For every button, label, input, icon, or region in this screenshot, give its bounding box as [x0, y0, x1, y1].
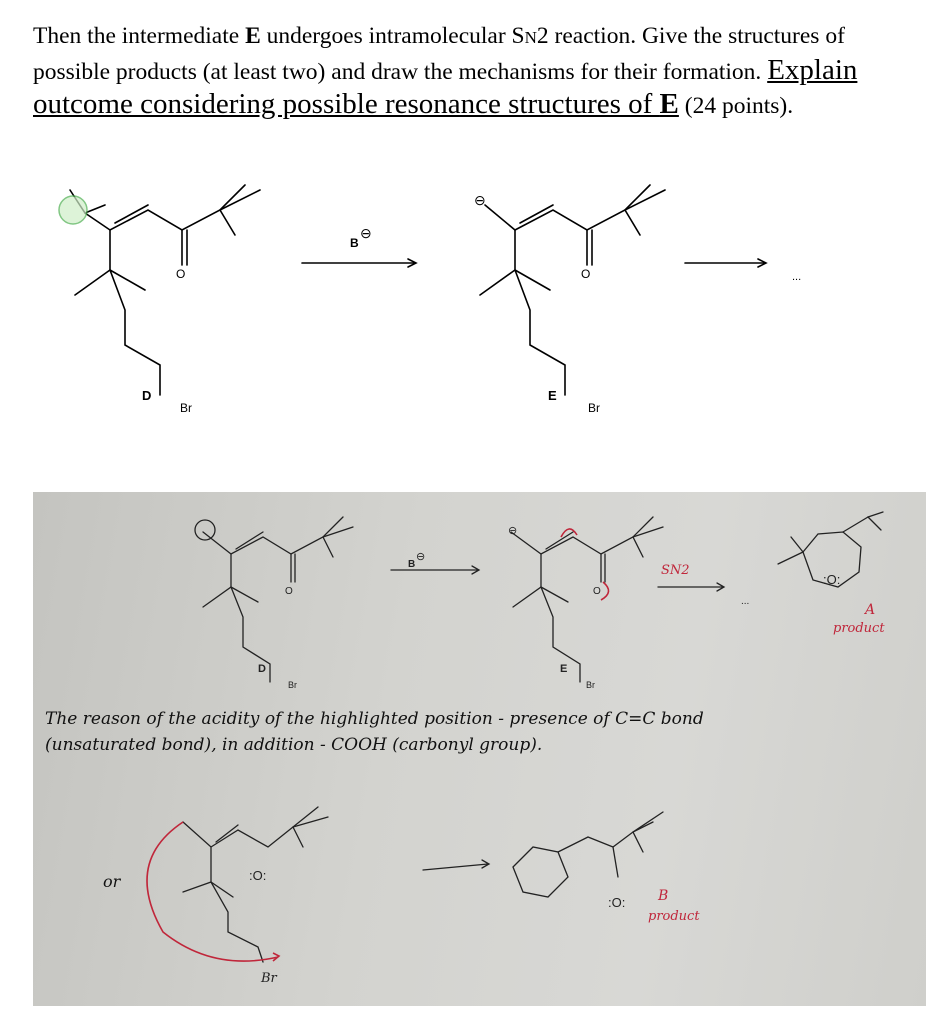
- hand-product-A-text: product: [833, 621, 885, 636]
- label-O-E: O: [581, 267, 591, 281]
- hand-product-A-oxygen: :O:: [823, 572, 841, 587]
- molecule-E: [480, 185, 665, 395]
- hand-product-A-label: A: [865, 602, 876, 618]
- question-E2-bold: E: [659, 88, 679, 120]
- highlight-circle: [59, 196, 87, 224]
- question-line1c: 2 reaction. Give the structures of: [536, 23, 845, 49]
- hand-sn2-label: SN2: [661, 563, 690, 578]
- question-sn-subscript: N: [524, 28, 537, 47]
- label-E: E: [548, 388, 557, 403]
- question-explain: Explain: [767, 54, 858, 86]
- hand-label-Br-E: Br: [586, 680, 595, 690]
- question-points: (24 points).: [678, 93, 794, 119]
- molecule-D: [70, 185, 260, 395]
- label-D: D: [142, 388, 152, 403]
- hand-label-O-D: O: [285, 586, 293, 597]
- hand-product-B-label: B: [658, 888, 669, 904]
- label-O-D: O: [176, 267, 186, 281]
- question-line2: possible products (at least two) and draw the mechanisms for their formation.: [33, 59, 768, 85]
- hand-label-D: D: [258, 663, 266, 675]
- label-Br-D: Br: [180, 401, 192, 415]
- hand-product-B-oxygen: :O:: [608, 895, 626, 910]
- label-base: B: [350, 236, 359, 250]
- hand-or: or: [103, 872, 121, 891]
- base-charge: ⊖: [360, 225, 372, 241]
- question-line1: Then the intermediate: [33, 23, 246, 49]
- hand-label-E: E: [560, 663, 568, 675]
- hand-product-B-text: product: [648, 909, 700, 924]
- handwritten-answer-photo: [33, 492, 926, 1006]
- hand-label-Br-D: Br: [288, 680, 297, 690]
- carbanion-charge: ⊖: [474, 192, 486, 208]
- handwritten-drawing: [33, 492, 926, 1006]
- hand-reason-line1: The reason of the acidity of the highlighted position - presence of C=C bond: [45, 709, 704, 729]
- hand-highlight-circle: [195, 520, 215, 540]
- hand-B-oxygen: :O:: [249, 868, 267, 883]
- hand-label-base: B: [408, 559, 416, 570]
- label-Br-E: Br: [588, 401, 600, 415]
- question-text: [33, 20, 913, 122]
- scheme-ellipsis: ...: [792, 271, 802, 283]
- question-E-bold: E: [245, 23, 261, 49]
- question-line1b: undergoes intramolecular S: [260, 23, 525, 49]
- printed-reaction-scheme: [30, 150, 920, 440]
- hand-base-charge: ⊖: [416, 551, 426, 563]
- hand-carbanion-charge: ⊖: [508, 525, 518, 537]
- question-line3: outcome considering possible resonance structures of: [33, 88, 660, 120]
- hand-ellipsis: ...: [741, 596, 750, 607]
- hand-label-O-E: O: [593, 586, 601, 597]
- hand-B-Br: Br: [261, 971, 277, 986]
- hand-reason-line2: (unsaturated bond), in addition - COOH (carbonyl group).: [45, 735, 543, 755]
